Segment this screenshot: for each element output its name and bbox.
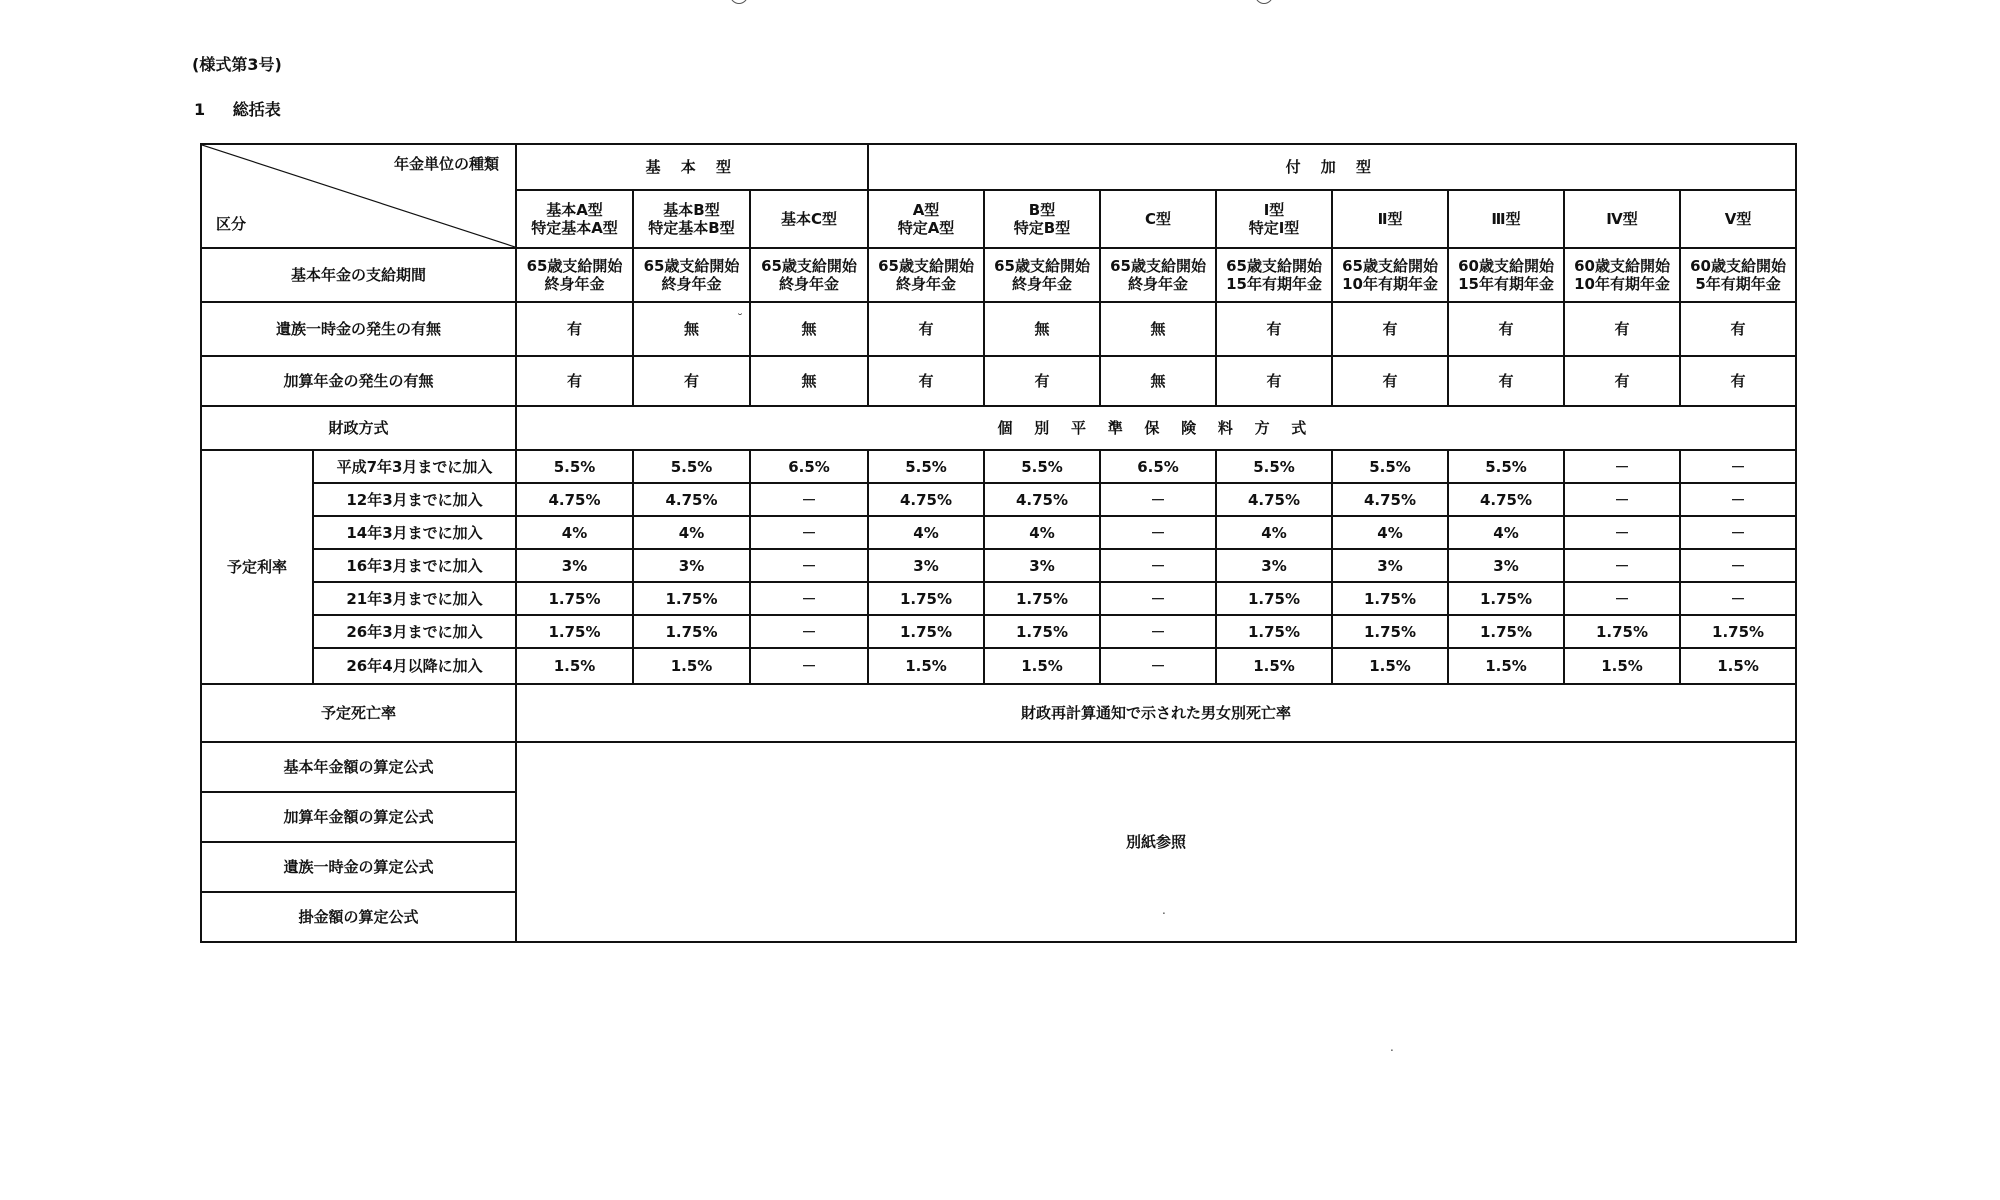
rate-cell: 1.75%	[1216, 615, 1332, 648]
rate-cell: 5.5%	[1448, 450, 1564, 483]
payment-period-cell	[1216, 248, 1332, 302]
rate-cell: 1.5%	[633, 648, 750, 684]
additional-cell: 有	[868, 356, 984, 406]
additional-cell: 有	[1216, 356, 1332, 406]
rate-cell: －	[1564, 582, 1680, 615]
rate-cell: 4.75%	[516, 483, 633, 516]
additional-cell: 有	[633, 356, 750, 406]
row-bereaved-lump-sum	[201, 302, 1796, 356]
rate-cell: －	[1564, 516, 1680, 549]
rate-cell: 3%	[516, 549, 633, 582]
rate-cell: 1.75%	[516, 582, 633, 615]
payment-period-line: 65歳支給開始	[878, 257, 974, 275]
rate-cell: 4.75%	[1448, 483, 1564, 516]
header-row-groups	[201, 144, 1796, 190]
rate-cell: 5.5%	[1332, 450, 1448, 483]
row-additional-pension	[201, 356, 1796, 406]
payment-period-cell	[1332, 248, 1448, 302]
rate-cell: 4%	[516, 516, 633, 549]
bereaved-cell: 有	[1332, 302, 1448, 356]
type-header	[1100, 190, 1216, 248]
rate-cell: 3%	[1448, 549, 1564, 582]
rate-cell: 5.5%	[633, 450, 750, 483]
type-header-line: A型	[912, 201, 940, 219]
rate-cell: 5.5%	[868, 450, 984, 483]
financing-method-value: 個 別 平 準 保 険 料 方 式	[516, 406, 1796, 450]
rate-cell: 1.5%	[1332, 648, 1448, 684]
rate-cell: －	[1100, 648, 1216, 684]
type-header	[1564, 190, 1680, 248]
section-title	[194, 97, 281, 120]
summary-table	[200, 143, 1797, 943]
type-header-line: 特定B型	[1013, 219, 1071, 237]
bereaved-cell: 無	[633, 302, 750, 356]
rate-cell: －	[1564, 450, 1680, 483]
row-label: 予定死亡率	[201, 684, 516, 742]
payment-period-line: 65歳支給開始	[1110, 257, 1206, 275]
payment-period-line: 終身年金	[779, 275, 840, 293]
rate-cell: 4.75%	[868, 483, 984, 516]
type-header	[868, 190, 984, 248]
rate-row	[201, 582, 1796, 615]
additional-cell: 有	[1332, 356, 1448, 406]
payment-period-line: 終身年金	[896, 275, 957, 293]
rate-cell: 1.75%	[516, 615, 633, 648]
payment-period-line: 60歳支給開始	[1458, 257, 1554, 275]
type-header	[1448, 190, 1564, 248]
additional-cell: 有	[1448, 356, 1564, 406]
type-header	[984, 190, 1100, 248]
additional-cell: 有	[1680, 356, 1796, 406]
rate-cell: 5.5%	[516, 450, 633, 483]
additional-cell: 無	[750, 356, 868, 406]
rate-cell: 1.75%	[1448, 615, 1564, 648]
rate-row	[201, 516, 1796, 549]
rate-cell: －	[1100, 582, 1216, 615]
payment-period-cell	[1680, 248, 1796, 302]
rate-cell: 1.5%	[1564, 648, 1680, 684]
additional-cell: 有	[516, 356, 633, 406]
formula-row	[201, 742, 1796, 792]
corner-bottom-label: 区分	[216, 215, 247, 233]
payment-period-line: 5年有期年金	[1695, 275, 1781, 293]
rate-cell: －	[1680, 483, 1796, 516]
rate-cell: －	[1680, 516, 1796, 549]
payment-period-cell	[984, 248, 1100, 302]
rate-cell: －	[750, 582, 868, 615]
rate-cell: 6.5%	[1100, 450, 1216, 483]
rate-cell: 4.75%	[633, 483, 750, 516]
rate-cell: －	[1680, 582, 1796, 615]
payment-period-cell	[750, 248, 868, 302]
payment-period-cell	[633, 248, 750, 302]
rate-row-label: 14年3月までに加入	[313, 516, 516, 549]
rate-cell: －	[1564, 483, 1680, 516]
type-header-line: B型	[1028, 201, 1056, 219]
payment-period-line: 15年有期年金	[1226, 275, 1322, 293]
scan-mark-right	[1255, 0, 1273, 4]
payment-period-line: 65歳支給開始	[1226, 257, 1322, 275]
rate-cell: 1.75%	[1564, 615, 1680, 648]
payment-period-cell	[1448, 248, 1564, 302]
type-header	[633, 190, 750, 248]
formula-row-label: 基本年金額の算定公式	[201, 742, 516, 792]
bereaved-cell: 有	[1448, 302, 1564, 356]
payment-period-line: 65歳支給開始	[1342, 257, 1438, 275]
bereaved-cell: 有	[1680, 302, 1796, 356]
rate-row	[201, 648, 1796, 684]
section-number: 1	[194, 100, 206, 119]
rate-cell: 1.75%	[633, 615, 750, 648]
rate-cell: 1.5%	[1680, 648, 1796, 684]
rate-row-label: 21年3月までに加入	[313, 582, 516, 615]
rate-cell: －	[750, 615, 868, 648]
payment-period-cell	[1564, 248, 1680, 302]
payment-period-line: 65歳支給開始	[643, 257, 740, 275]
rate-cell: 3%	[1332, 549, 1448, 582]
additional-cell: 有	[1564, 356, 1680, 406]
type-header-line: 基本B型	[663, 201, 720, 219]
row-financing-method	[201, 406, 1796, 450]
payment-period-line: 10年有期年金	[1342, 275, 1438, 293]
form-number: (様式第3号)	[192, 55, 282, 74]
payment-period-line: 60歳支給開始	[1690, 257, 1786, 275]
rate-cell: 3%	[984, 549, 1100, 582]
bereaved-cell: 有	[868, 302, 984, 356]
type-header-line: Ⅳ型	[1606, 210, 1638, 228]
rate-cell: 1.5%	[516, 648, 633, 684]
rate-cell: 1.5%	[868, 648, 984, 684]
type-header-line: 基本A型	[546, 201, 603, 219]
rate-cell: －	[1100, 483, 1216, 516]
header-corner	[201, 144, 516, 248]
additional-cell: 無	[1100, 356, 1216, 406]
type-header-line: 基本C型	[781, 210, 838, 228]
rate-cell: －	[1100, 549, 1216, 582]
rate-cell: 1.75%	[984, 582, 1100, 615]
payment-period-line: 15年有期年金	[1458, 275, 1554, 293]
rate-cell: －	[750, 483, 868, 516]
payment-period-line: 65歳支給開始	[526, 257, 623, 275]
rate-cell: 5.5%	[1216, 450, 1332, 483]
payment-period-line: 10年有期年金	[1574, 275, 1670, 293]
rate-cell: 1.75%	[868, 615, 984, 648]
rate-cell: 1.75%	[633, 582, 750, 615]
scan-speck: ˘	[737, 312, 743, 326]
row-label: 遺族一時金の発生の有無	[201, 302, 516, 356]
rate-row	[201, 615, 1796, 648]
row-label: 財政方式	[201, 406, 516, 450]
bereaved-cell: 無	[984, 302, 1100, 356]
corner-top-label: 年金単位の種類	[393, 155, 499, 173]
scan-speck: .	[1162, 903, 1166, 917]
bereaved-cell: 無	[750, 302, 868, 356]
type-header-line: 特定基本A型	[531, 219, 618, 237]
scan-mark-left	[730, 0, 748, 4]
rate-cell: －	[750, 549, 868, 582]
payment-period-line: 終身年金	[544, 275, 605, 293]
additional-cell: 有	[984, 356, 1100, 406]
type-header-line: 特定A型	[897, 219, 955, 237]
rate-cell: 1.5%	[984, 648, 1100, 684]
rate-cell: －	[1100, 516, 1216, 549]
rate-cell: －	[1680, 549, 1796, 582]
rate-row-label: 16年3月までに加入	[313, 549, 516, 582]
row-label: 基本年金の支給期間	[201, 248, 516, 302]
rate-cell: 1.75%	[1680, 615, 1796, 648]
payment-period-line: 終身年金	[661, 275, 722, 293]
bereaved-cell: 有	[1216, 302, 1332, 356]
rate-row-label: 26年4月以降に加入	[313, 648, 516, 684]
rate-cell: 3%	[868, 549, 984, 582]
rate-cell: 4.75%	[1216, 483, 1332, 516]
payment-period-line: 65歳支給開始	[994, 257, 1090, 275]
rate-cell: －	[1564, 549, 1680, 582]
payment-period-line: 65歳支給開始	[761, 257, 857, 275]
rate-cell: 1.75%	[1332, 582, 1448, 615]
type-header-line: C型	[1145, 210, 1172, 228]
rate-row	[201, 549, 1796, 582]
row-mortality	[201, 684, 1796, 742]
rate-row-label: 26年3月までに加入	[313, 615, 516, 648]
rate-cell: 1.75%	[984, 615, 1100, 648]
payment-period-line: 終身年金	[1128, 275, 1189, 293]
row-label: 加算年金の発生の有無	[201, 356, 516, 406]
mortality-value: 財政再計算通知で示された男女別死亡率	[516, 684, 1796, 742]
scan-speck: .	[1390, 1040, 1394, 1054]
rate-row	[201, 483, 1796, 516]
rate-cell: 1.75%	[868, 582, 984, 615]
type-header	[1680, 190, 1796, 248]
rate-cell: 4%	[984, 516, 1100, 549]
bereaved-cell: 無	[1100, 302, 1216, 356]
rate-cell: 4.75%	[984, 483, 1100, 516]
rate-group-label: 予定利率	[201, 450, 313, 684]
rate-cell: 4%	[868, 516, 984, 549]
section-title-text: 総括表	[232, 100, 281, 119]
rate-cell: 3%	[633, 549, 750, 582]
payment-period-cell	[1100, 248, 1216, 302]
bereaved-cell: 有	[1564, 302, 1680, 356]
rate-cell: 1.75%	[1448, 582, 1564, 615]
rate-row-label: 12年3月までに加入	[313, 483, 516, 516]
type-header	[516, 190, 633, 248]
bereaved-cell: 有	[516, 302, 633, 356]
type-header	[750, 190, 868, 248]
type-header-line: Ⅴ型	[1724, 210, 1752, 228]
rate-cell: 1.75%	[1332, 615, 1448, 648]
rate-cell: 4%	[1448, 516, 1564, 549]
rate-cell: 4%	[1332, 516, 1448, 549]
type-header-line: Ⅲ型	[1491, 210, 1521, 228]
rate-row-label: 平成7年3月までに加入	[313, 450, 516, 483]
row-payment-period	[201, 248, 1796, 302]
group-header-basic: 基 本 型	[516, 144, 868, 190]
rate-cell: 4%	[1216, 516, 1332, 549]
rate-cell: 1.5%	[1448, 648, 1564, 684]
type-header-line: Ⅱ型	[1377, 210, 1403, 228]
rate-cell: －	[1100, 615, 1216, 648]
rate-cell: 5.5%	[984, 450, 1100, 483]
payment-period-cell	[516, 248, 633, 302]
rate-cell: －	[750, 516, 868, 549]
rate-cell: 3%	[1216, 549, 1332, 582]
type-header-line: 特定基本B型	[648, 219, 735, 237]
formula-row-label: 遺族一時金の算定公式	[201, 842, 516, 892]
rate-cell: 4%	[633, 516, 750, 549]
summary-table-body	[201, 144, 1796, 942]
rate-cell: －	[750, 648, 868, 684]
type-header	[1216, 190, 1332, 248]
payment-period-line: 60歳支給開始	[1574, 257, 1670, 275]
rate-cell: 4.75%	[1332, 483, 1448, 516]
type-header-line: Ⅰ型	[1263, 201, 1285, 219]
formula-row-label: 加算年金額の算定公式	[201, 792, 516, 842]
formula-value: 別紙参照	[516, 742, 1796, 942]
rate-cell: －	[1680, 450, 1796, 483]
rate-cell: 6.5%	[750, 450, 868, 483]
payment-period-line: 終身年金	[1012, 275, 1073, 293]
rate-cell: 1.5%	[1216, 648, 1332, 684]
rate-row	[201, 450, 1796, 483]
type-header-line: 特定Ⅰ型	[1248, 219, 1300, 237]
group-header-additional: 付 加 型	[868, 144, 1796, 190]
type-header	[1332, 190, 1448, 248]
rate-cell: 1.75%	[1216, 582, 1332, 615]
formula-row-label: 掛金額の算定公式	[201, 892, 516, 942]
payment-period-cell	[868, 248, 984, 302]
